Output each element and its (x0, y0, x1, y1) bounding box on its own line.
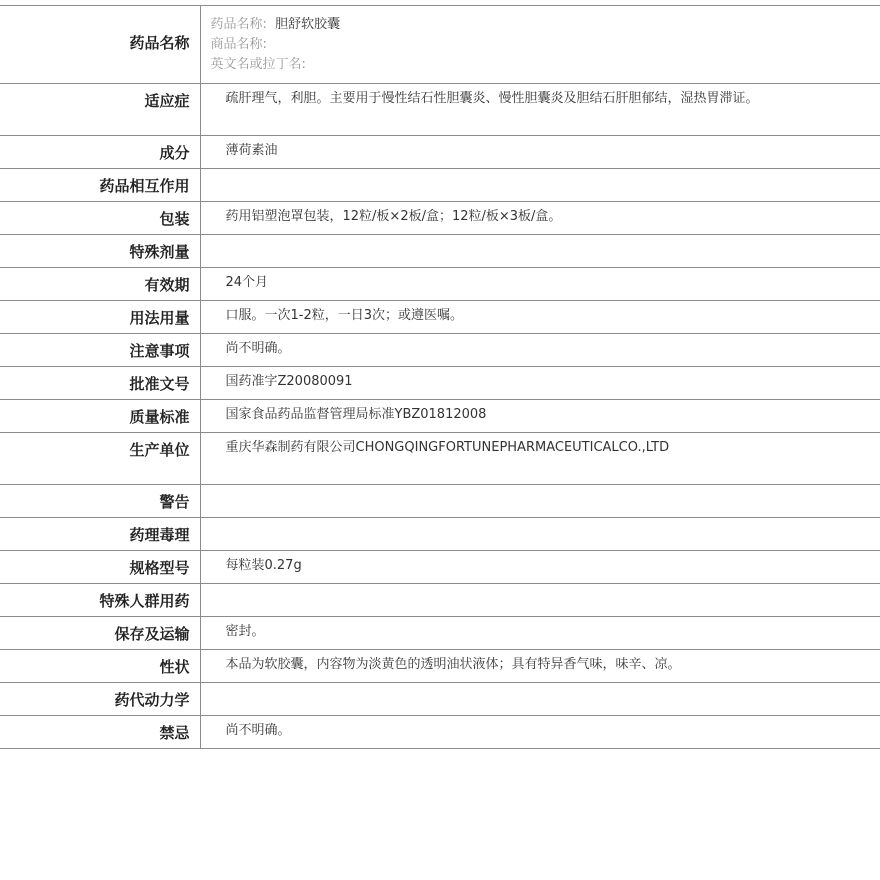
manufacturer-text: 重庆华森制药有限公司CHONGQINGFORTUNEPHARMACEUTICALCO.,LTD (225, 440, 670, 455)
row-validity (0, 268, 880, 301)
value-precautions: 尚不明确。 (200, 334, 880, 367)
row-interactions (0, 169, 880, 202)
label-approval: 批准文号 (0, 367, 200, 400)
trade-name-label: 商品名称: (210, 37, 267, 52)
label-usage: 用法用量 (0, 301, 200, 334)
value-ingredients: 薄荷素油 (200, 136, 880, 169)
value-specification: 每粒装0.27g (200, 551, 880, 584)
row-warning (0, 485, 880, 518)
value-special-dose (200, 235, 880, 268)
drug-name-value: 胆舒软胶囊 (275, 17, 341, 32)
value-manufacturer (200, 433, 880, 485)
value-packaging: 药用铝塑泡罩包装，12粒/板×2板/盒；12粒/板×3板/盒。 (200, 202, 880, 235)
value-approval: 国药准字Z20080091 (200, 367, 880, 400)
label-pharmacokinetics: 药代动力学 (0, 683, 200, 716)
row-properties (0, 650, 880, 683)
value-pharmacokinetics (200, 683, 880, 716)
indications-text: 疏肝理气，利胆。主要用于慢性结石性胆囊炎、慢性胆囊炎及胆结石肝胆郁结，湿热胃滞证。 (225, 91, 759, 106)
label-pharmacology: 药理毒理 (0, 518, 200, 551)
label-manufacturer: 生产单位 (0, 433, 200, 485)
row-approval (0, 367, 880, 400)
row-storage (0, 617, 880, 650)
drug-name-label: 药品名称: (210, 17, 267, 32)
label-drug-name: 药品名称 (0, 6, 200, 84)
value-validity: 24个月 (200, 268, 880, 301)
value-standard: 国家食品药品监督管理局标准YBZ01812008 (200, 400, 880, 433)
value-special-groups (200, 584, 880, 617)
row-pharmacokinetics (0, 683, 880, 716)
label-special-groups: 特殊人群用药 (0, 584, 200, 617)
row-drug-name (0, 6, 880, 84)
label-validity: 有效期 (0, 268, 200, 301)
row-special-dose (0, 235, 880, 268)
value-pharmacology (200, 518, 880, 551)
label-properties: 性状 (0, 650, 200, 683)
label-storage: 保存及运输 (0, 617, 200, 650)
drug-name-line (211, 15, 791, 35)
row-specification (0, 551, 880, 584)
value-indications (200, 84, 880, 136)
english-name-line (211, 55, 791, 75)
label-special-dose: 特殊剂量 (0, 235, 200, 268)
label-precautions: 注意事项 (0, 334, 200, 367)
label-packaging: 包装 (0, 202, 200, 235)
label-contraindications: 禁忌 (0, 716, 200, 749)
label-standard: 质量标准 (0, 400, 200, 433)
row-indications (0, 84, 880, 136)
value-interactions (200, 169, 880, 202)
row-manufacturer (0, 433, 880, 485)
row-usage (0, 301, 880, 334)
value-storage: 密封。 (200, 617, 880, 650)
label-indications: 适应症 (0, 84, 200, 136)
row-standard (0, 400, 880, 433)
row-pharmacology (0, 518, 880, 551)
english-name-label: 英文名或拉丁名: (210, 57, 306, 72)
value-contraindications: 尚不明确。 (200, 716, 880, 749)
label-ingredients: 成分 (0, 136, 200, 169)
row-contraindications (0, 716, 880, 749)
value-usage: 口服。一次1-2粒，一日3次；或遵医嘱。 (200, 301, 880, 334)
trade-name-line (211, 35, 791, 55)
label-interactions: 药品相互作用 (0, 169, 200, 202)
row-packaging (0, 202, 880, 235)
value-drug-name (200, 6, 880, 84)
value-warning (200, 485, 880, 518)
drug-info-table (0, 5, 880, 749)
label-specification: 规格型号 (0, 551, 200, 584)
row-ingredients (0, 136, 880, 169)
row-precautions (0, 334, 880, 367)
label-warning: 警告 (0, 485, 200, 518)
value-properties: 本品为软胶囊，内容物为淡黄色的透明油状液体；具有特异香气味，味辛、凉。 (200, 650, 880, 683)
row-special-groups (0, 584, 880, 617)
